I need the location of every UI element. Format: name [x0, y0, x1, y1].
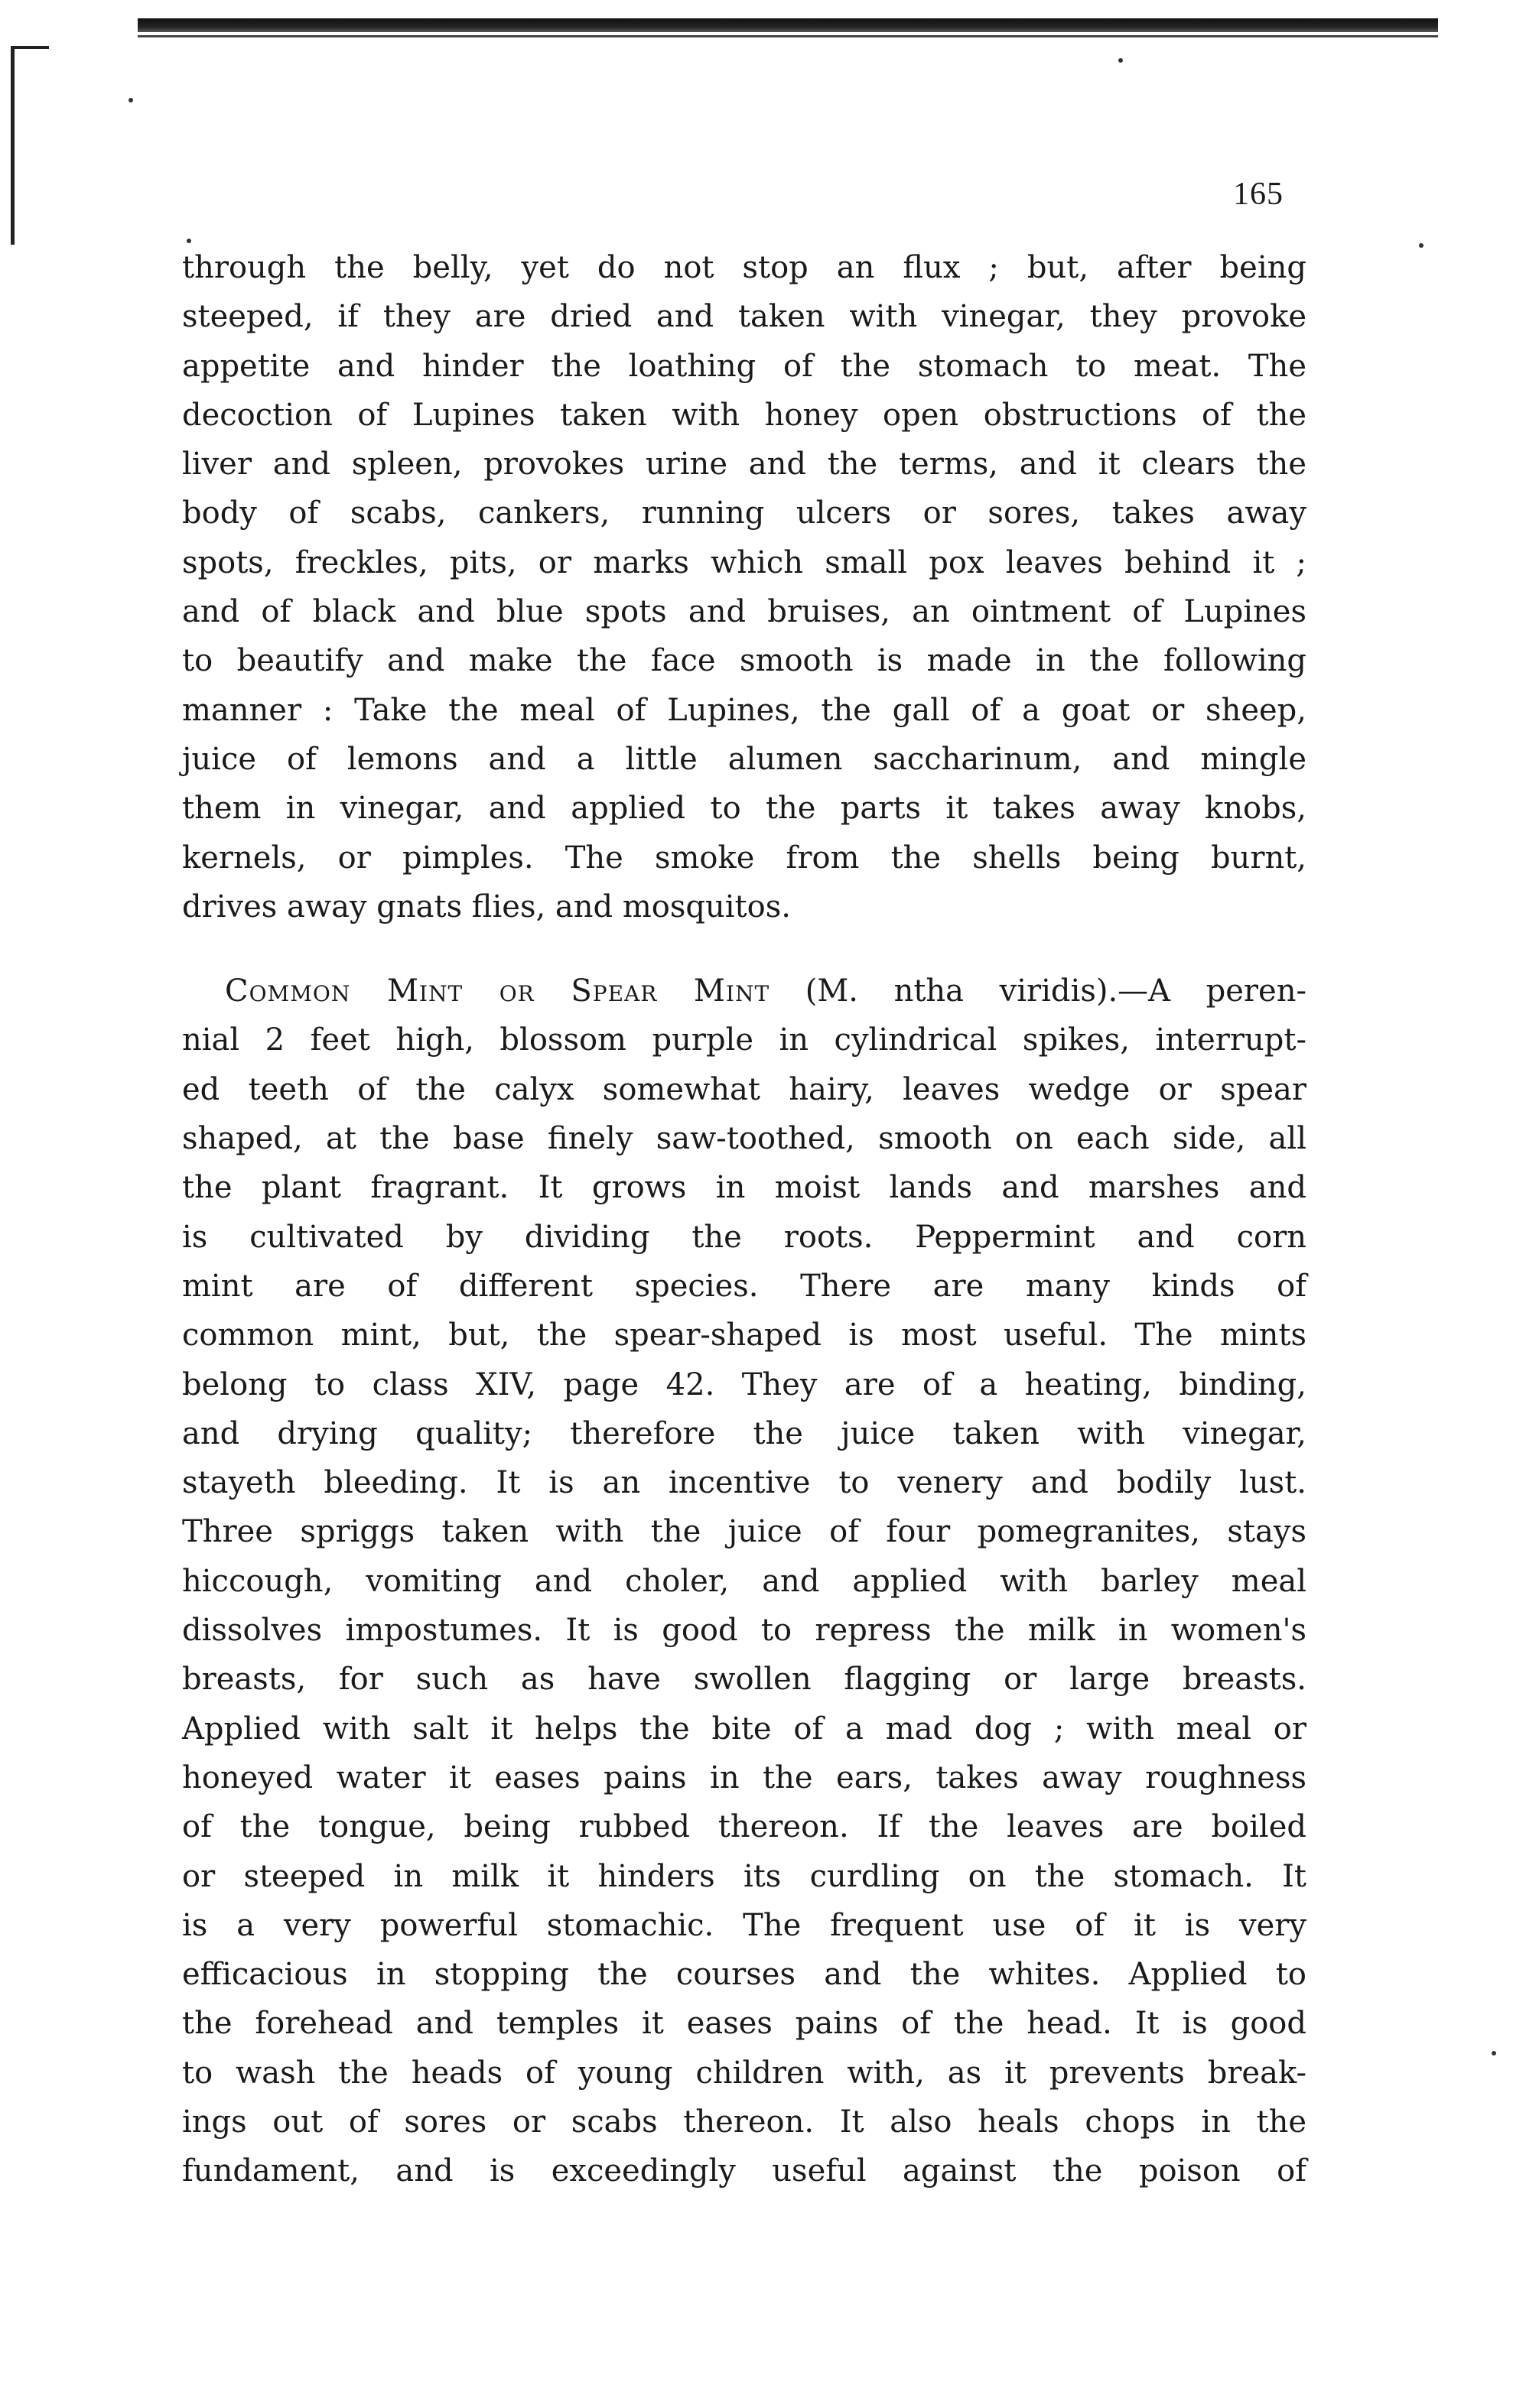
scan-speck [1492, 2051, 1496, 2055]
text-line: hiccough, vomiting and choler, and applied with barley meal [182, 1563, 1306, 1599]
text-line: stayeth bleeding. It is an incentive to venery and bodily lust. [182, 1465, 1306, 1501]
left-edge-mark-cap [11, 46, 49, 49]
text-line: decoction of Lupines taken with honey open obstructions of the [182, 397, 1306, 433]
text-line: (M. ntha viridis).—A peren- [770, 973, 1306, 1009]
text-line: drives away gnats flies, and mosquitos. [182, 889, 791, 925]
text-line: through the belly, yet do not stop an flux ; but, after being [182, 250, 1306, 285]
text-line: breasts, for such as have swollen flagging or large breasts. [182, 1662, 1306, 1698]
text-line: the forehead and temples it eases pains of the head. It is good [182, 2006, 1306, 2042]
text-line: mint are of different species. There are many kinds of [182, 1268, 1306, 1304]
scan-speck [129, 98, 133, 102]
text-line: the plant fragrant. It grows in moist lands and marshes and [182, 1170, 1306, 1206]
text-line: them in vinegar, and applied to the parts it takes away knobs, [182, 791, 1306, 827]
text-line: ings out of sores or scabs thereon. It also heals chops in the [182, 2104, 1306, 2140]
text-line: liver and spleen, provokes urine and the terms, and it clears the [182, 447, 1306, 483]
text-line: efficacious in stopping the courses and the whites. Applied to [182, 1957, 1306, 1993]
entry-first-line [182, 967, 1306, 1016]
text-line: Three spriggs taken with the juice of four pomegranites, stays [182, 1514, 1306, 1550]
left-edge-mark [11, 46, 15, 245]
text-line: and of black and blue spots and bruises, an ointment of Lupines [182, 594, 1306, 630]
body-text [182, 243, 1306, 2196]
scan-speck [1419, 243, 1424, 248]
text-line: manner : Take the meal of Lupines, the gall of a goat or sheep, [182, 692, 1306, 728]
text-line: belong to class XIV, page 42. They are of a heating, binding, [182, 1366, 1306, 1402]
text-line: kernels, or pimples. The smoke from the shells being burnt, [182, 840, 1306, 876]
text-line: appetite and hinder the loathing of the stomach to meat. The [182, 348, 1306, 384]
text-line: juice of lemons and a little alumen saccharinum, and mingle [182, 741, 1306, 777]
page-number: 165 [1233, 177, 1284, 212]
text-line: Applied with salt it helps the bite of a mad dog ; with meal or [182, 1711, 1306, 1747]
text-line: dissolves impostumes. It is good to repress the milk in women's [182, 1613, 1306, 1649]
text-line: steeped, if they are dried and taken with vinegar, they provoke [182, 299, 1306, 335]
top-edge-shadow [138, 18, 1438, 32]
text-line: shaped, at the base finely saw-toothed, smooth on each side, all [182, 1121, 1306, 1157]
text-line: body of scabs, cankers, running ulcers or sores, takes away [182, 496, 1306, 531]
paragraph-common-mint [182, 967, 1306, 2195]
text-line: nial 2 feet high, blossom purple in cylindrical spikes, interrupt- [182, 1022, 1306, 1058]
text-line: or steeped in milk it hinders its curdling on the stomach. It [182, 1858, 1306, 1894]
text-line: is a very powerful stomachic. The frequent use of it is very [182, 1907, 1306, 1943]
text-line: to wash the heads of young children with, as it prevents break- [182, 2055, 1306, 2091]
text-line: and drying quality; therefore the juice taken with vinegar, [182, 1415, 1306, 1451]
text-line: of the tongue, being rubbed thereon. If the leaves are boiled [182, 1809, 1306, 1845]
top-edge-line [138, 35, 1438, 37]
text-line: spots, freckles, pits, or marks which small pox leaves behind it ; [182, 544, 1306, 580]
text-line: to beautify and make the face smooth is made in the following [182, 643, 1306, 679]
entry-heading: Common Mint or Spear Mint [225, 973, 770, 1009]
paragraph-gap [182, 931, 1306, 967]
text-line: fundament, and is exceedingly useful against the poison of [182, 2153, 1306, 2189]
text-line: common mint, but, the spear-shaped is most useful. The mints [182, 1318, 1306, 1353]
text-line: ed teeth of the calyx somewhat hairy, leaves wedge or spear [182, 1071, 1306, 1107]
text-line: is cultivated by dividing the roots. Peppermint and corn [182, 1219, 1306, 1255]
text-line: honeyed water it eases pains in the ears, takes away roughness [182, 1760, 1306, 1795]
paragraph-lupines [182, 243, 1306, 931]
scan-speck [1118, 58, 1123, 63]
